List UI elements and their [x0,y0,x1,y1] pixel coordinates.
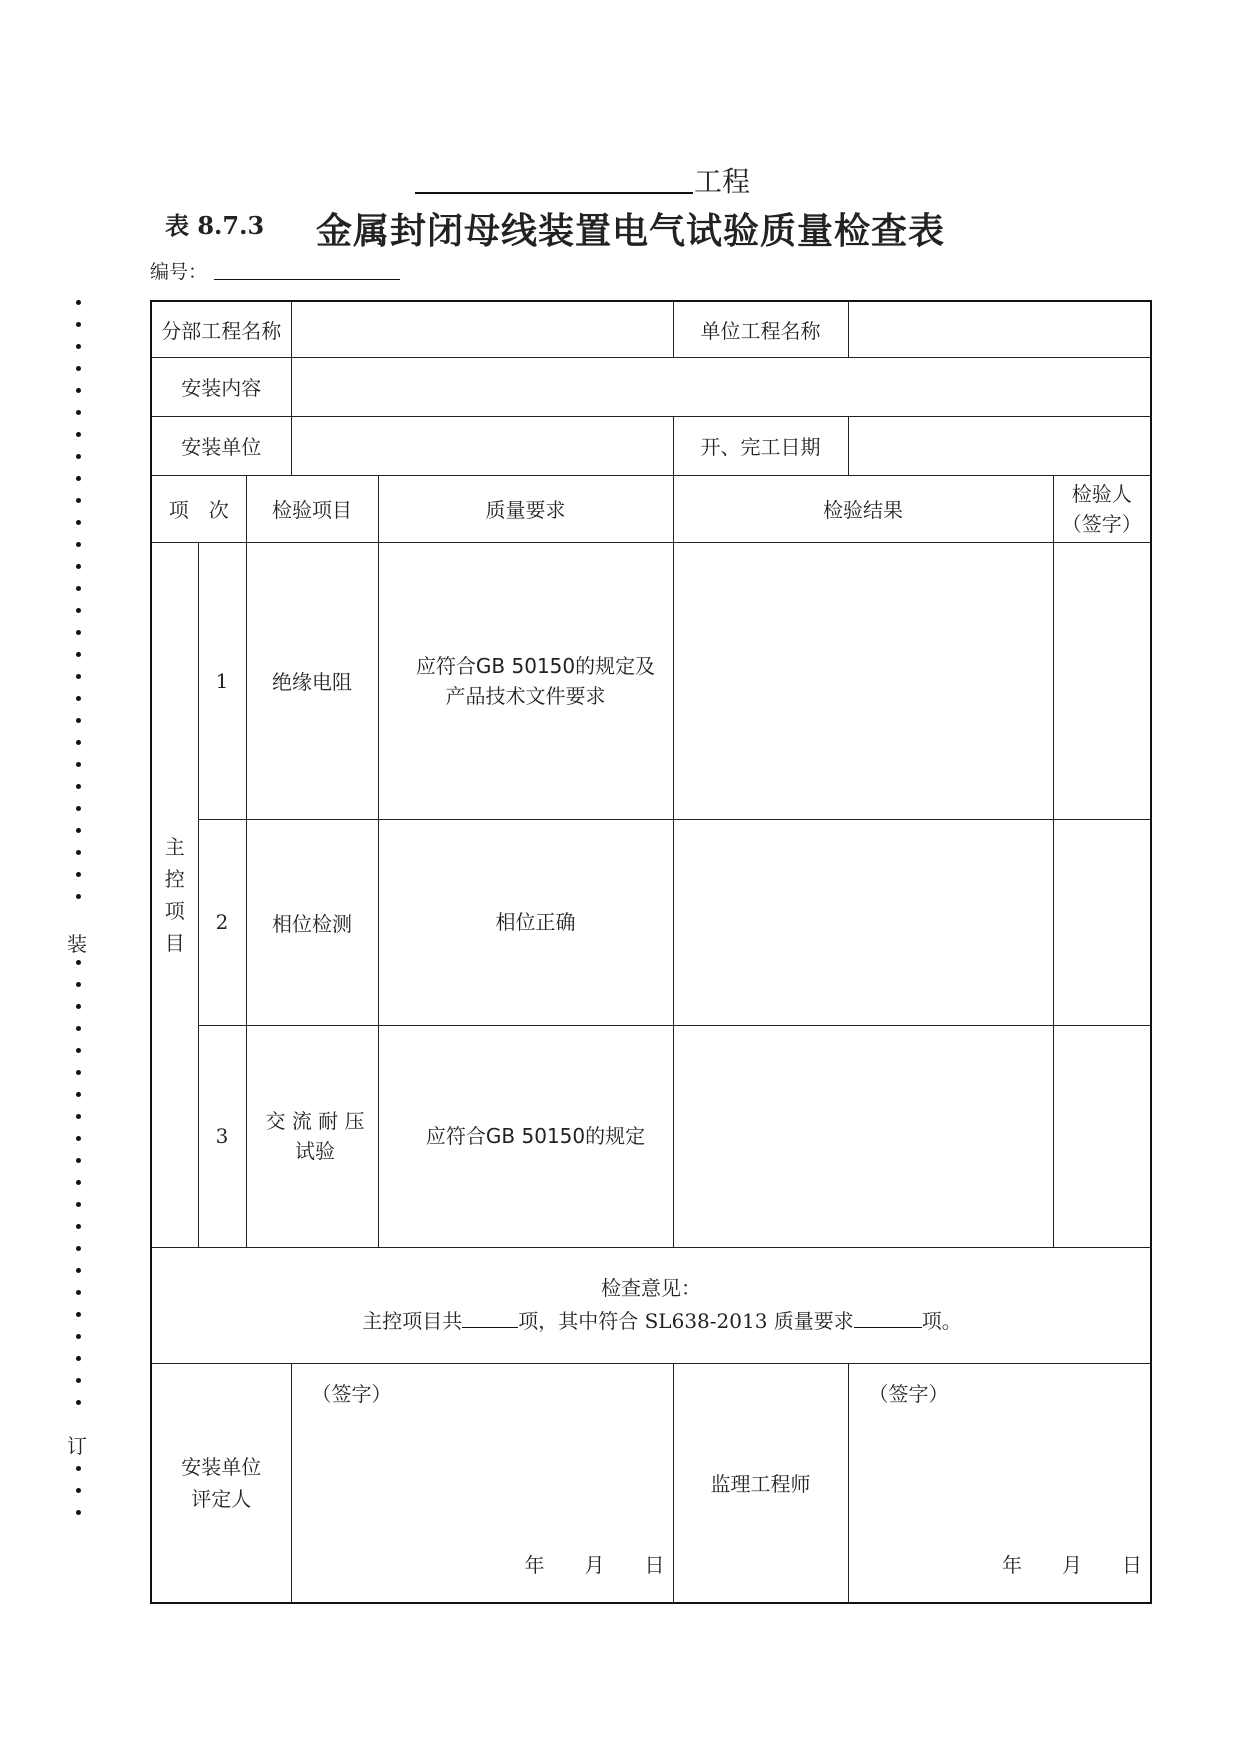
binding-dot [76,432,81,437]
opinion-text: 项，其中符合 SL638-2013 质量要求 [518,1309,854,1333]
sign-date [962,1549,1142,1578]
sub-project-label: 分部工程名称 [151,301,291,357]
evaluator-label-line: 评定人 [191,1486,252,1511]
binding-dot [76,1202,81,1207]
main-item-count-field[interactable] [462,1309,518,1328]
binding-dot [76,564,81,569]
date-month: 月 [584,1553,605,1577]
binding-dot [76,982,81,987]
binding-dot [76,630,81,635]
req-standard: GB 50150 [485,1124,586,1148]
install-evaluator-signature[interactable] [291,1363,673,1603]
binding-dot [76,652,81,657]
table-row [151,819,1151,1025]
row-number: 2 [198,819,246,1025]
date-year: 年 [524,1553,545,1577]
binding-dot [76,850,81,855]
row-inspector-field[interactable] [1053,542,1151,819]
binding-dot [76,1290,81,1295]
req-text: 产品技术文件要求 [445,683,606,708]
col-inspector [1053,475,1151,542]
binding-dot [76,1378,81,1383]
binding-dot [76,1466,81,1471]
row-quality-req [378,819,673,1025]
col-check-item: 检验项目 [246,475,378,542]
table-row [151,542,1151,819]
binding-dot [76,894,81,899]
unit-project-value[interactable] [848,301,1151,357]
install-unit-value[interactable] [291,416,673,475]
sign-date [485,1549,665,1578]
binding-dot [76,1488,81,1493]
col-inspector-line1: 检验人 [1071,481,1132,506]
install-content-value[interactable] [291,357,1151,416]
binding-char-zhuang: 装 [67,932,87,956]
binding-dot [76,1334,81,1339]
dates-value[interactable] [848,416,1151,475]
page-title: 金属封闭母线装置电气试验质量检查表 [316,211,946,252]
col-item-no: 项 次 [151,475,246,542]
binding-dot [76,410,81,415]
binding-dot [76,586,81,591]
code-field[interactable] [214,279,400,280]
binding-dot [76,322,81,327]
row-quality-req [378,542,673,819]
binding-dot [76,762,81,767]
binding-dot [76,806,81,811]
binding-dot [76,784,81,789]
install-evaluator-label [151,1363,291,1603]
binding-dot [76,1092,81,1097]
req-text: 相位正确 [495,910,576,934]
binding-char-ding: 订 [67,1434,87,1458]
binding-dot [76,674,81,679]
row-result-field[interactable] [673,1025,1053,1247]
date-day: 日 [1122,1553,1143,1577]
unit-project-label: 单位工程名称 [673,301,848,357]
row-inspector-field[interactable] [1053,1025,1151,1247]
binding-dot [76,498,81,503]
binding-dot [76,1400,81,1405]
dates-label: 开、完工日期 [673,416,848,475]
binding-dot [76,1180,81,1185]
binding-dot [76,608,81,613]
opinion-label: 检查意见： [601,1276,702,1300]
binding-dot [76,1114,81,1119]
category-char: 主 [164,834,185,859]
binding-dot [76,740,81,745]
sub-project-value[interactable] [291,301,673,357]
binding-dot [76,300,81,305]
req-text: 的规定及 [575,653,656,678]
inspection-opinion [151,1247,1151,1363]
project-suffix: 工程 [694,165,751,198]
category-char: 控 [164,866,185,891]
binding-dot [76,1070,81,1075]
row-quality-req [378,1025,673,1247]
col-result: 检验结果 [673,475,1053,542]
check-item-line: 试验 [295,1139,335,1163]
opinion-text: 主控项目共 [362,1309,463,1333]
sign-hint: （签字） [311,1381,392,1406]
req-text: 应符合 [425,1124,486,1148]
category-main-control [151,542,198,1247]
row-number: 3 [198,1025,246,1247]
install-content-label: 安装内容 [151,357,291,416]
req-standard: GB 50150 [475,653,576,678]
binding-dot [76,366,81,371]
binding-dot [76,520,81,525]
inspection-form-table [150,300,1152,1604]
opinion-text: 项。 [921,1309,962,1333]
col-inspector-line2: （签字） [1061,511,1142,536]
evaluator-label-line: 安装单位 [181,1454,262,1479]
binding-dot [76,1224,81,1229]
binding-dot [76,344,81,349]
supervisor-signature[interactable] [848,1363,1151,1603]
col-quality-req: 质量要求 [378,475,673,542]
row-number: 1 [198,542,246,819]
check-item-line: 交 流 耐 压 [265,1109,365,1133]
row-check-item [246,1025,378,1247]
binding-dot [76,388,81,393]
binding-dot [76,454,81,459]
row-inspector-field[interactable] [1053,819,1151,1025]
binding-dot [76,1312,81,1317]
category-char: 目 [164,930,185,955]
binding-dot [76,1356,81,1361]
binding-dot [76,1048,81,1053]
table-number: 表 8.7.3 [165,211,265,240]
binding-dot [76,1510,81,1515]
project-name-blank[interactable] [415,162,693,194]
binding-dot [76,1136,81,1141]
qualified-count-field[interactable] [854,1309,922,1328]
binding-dot [76,1246,81,1251]
row-result-field[interactable] [673,819,1053,1025]
binding-dot [76,1004,81,1009]
category-char: 项 [164,898,185,923]
date-day: 日 [644,1553,665,1577]
table-row [151,1025,1151,1247]
install-unit-label: 安装单位 [151,416,291,475]
date-year: 年 [1002,1553,1023,1577]
binding-dot [76,476,81,481]
binding-dot [76,542,81,547]
binding-dot [76,1026,81,1031]
binding-dot [76,1268,81,1273]
binding-dot [76,828,81,833]
row-check-item: 相位检测 [246,819,378,1025]
binding-dot [76,1158,81,1163]
row-result-field[interactable] [673,542,1053,819]
sign-hint: （签字） [868,1381,949,1406]
req-text: 应符合 [415,653,476,678]
binding-dot [76,960,81,965]
date-month: 月 [1062,1553,1083,1577]
binding-dot [76,696,81,701]
binding-dot [76,718,81,723]
req-text: 的规定 [585,1124,646,1148]
supervisor-label: 监理工程师 [673,1363,848,1603]
binding-dot [76,872,81,877]
code-label: 编号： [150,261,208,283]
row-check-item: 绝缘电阻 [246,542,378,819]
